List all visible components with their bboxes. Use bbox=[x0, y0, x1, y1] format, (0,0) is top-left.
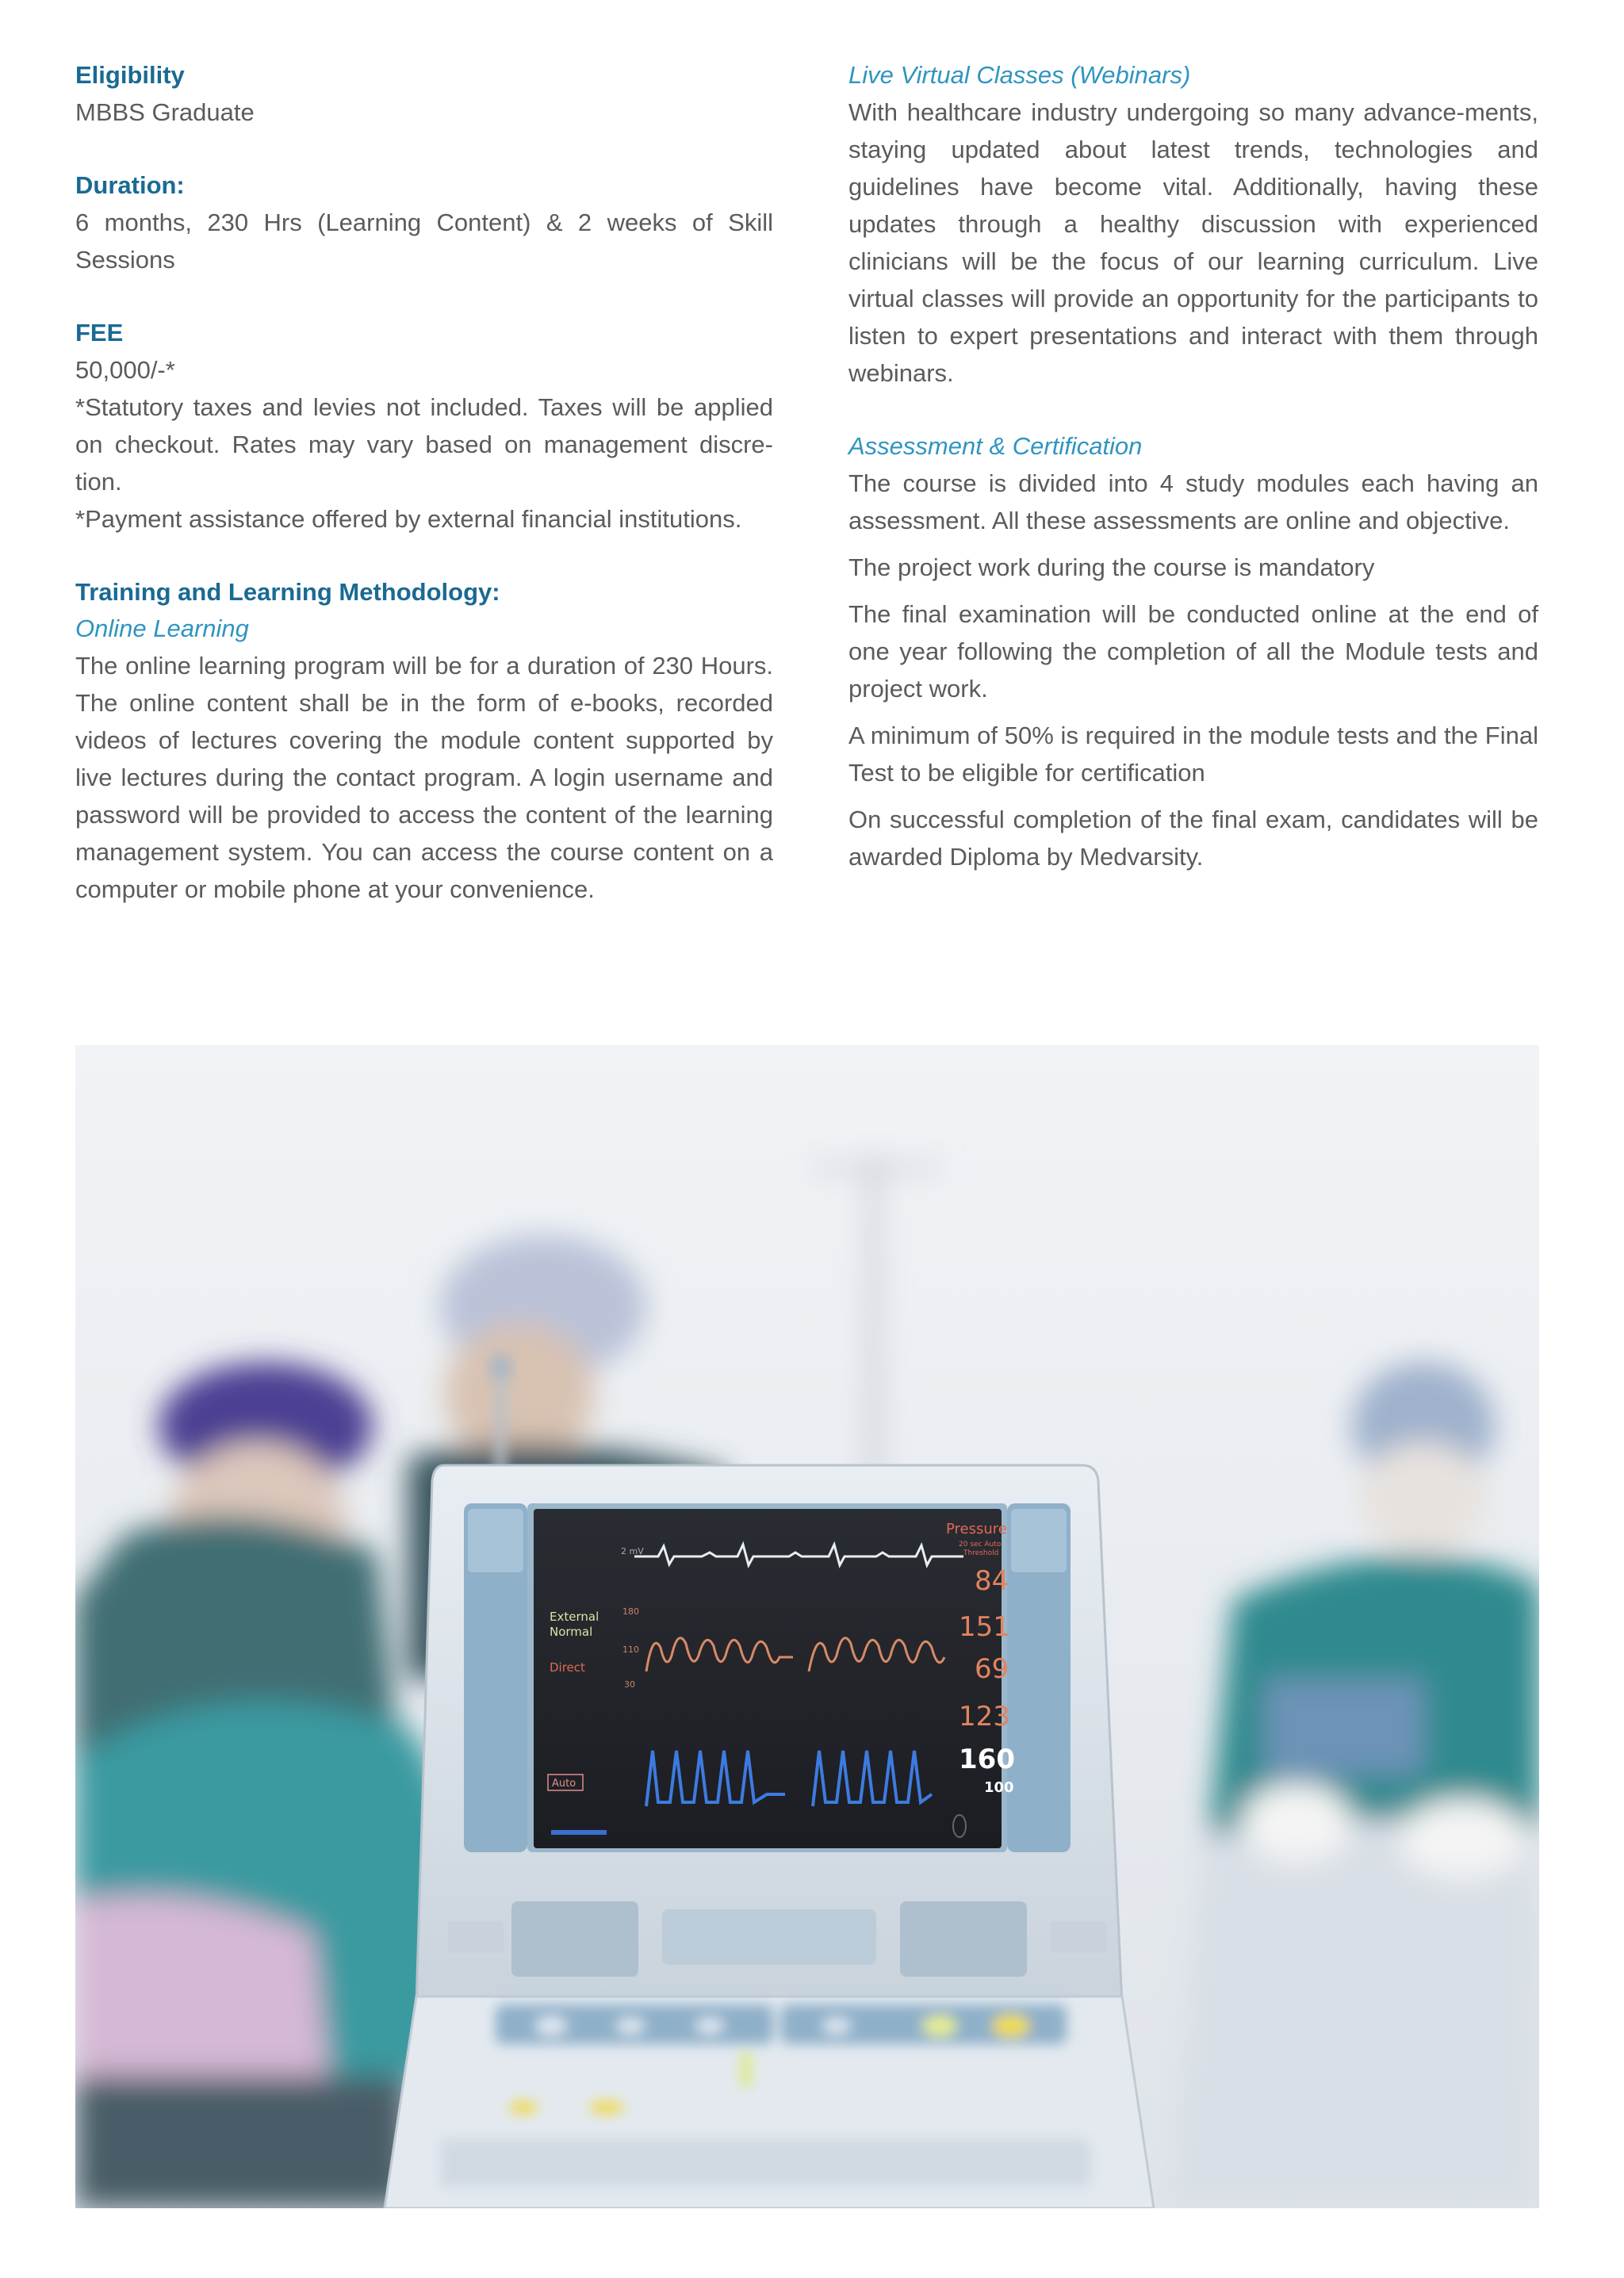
scale-label-2mv: 2 mV bbox=[621, 1546, 644, 1556]
left-column bbox=[75, 57, 773, 908]
duration-heading: Duration: bbox=[75, 171, 185, 199]
assessment-subheading: Assessment & Certification bbox=[848, 432, 1143, 460]
scale-label-30: 30 bbox=[624, 1679, 635, 1690]
vital-value-160: 160 bbox=[959, 1744, 1015, 1775]
vital-value-151: 151 bbox=[959, 1611, 1010, 1643]
duration-text: 6 months, 230 Hrs (Learning Content) & 2 weeks of Skill Sessions bbox=[75, 209, 773, 274]
fee-note-taxes: *Statutory taxes and levies not included. Taxes will be applied on checkout. Rates may vary based on management discre-tion. bbox=[75, 393, 773, 496]
eligibility-heading: Eligibility bbox=[75, 61, 185, 89]
vital-value-84: 84 bbox=[975, 1565, 1009, 1597]
pressure-sublabel-1: 20 sec Auto bbox=[959, 1541, 1002, 1549]
pressure-label: Pressure bbox=[946, 1521, 1007, 1537]
online-learning-subheading: Online Learning bbox=[75, 614, 249, 642]
webinars-text: With healthcare industry undergoing so many advance-ments, staying updated about latest trends, technologies and guidelines have become vital. Additionally, having these updates through a healthy discussion with experienced clinicians will be the focus of our learning curriculum. Live virtual classes will provide an opportunity for the participants to listen to expert presentations and interact with them through webinars. bbox=[848, 98, 1538, 387]
fee-amount: 50,000/-* bbox=[75, 356, 175, 384]
assessment-diploma-text: On successful completion of the final exam, candidates will be awarded Diploma by Medvarsity. bbox=[848, 806, 1538, 871]
scale-label-180: 180 bbox=[622, 1606, 639, 1617]
online-learning-text: The online learning program will be for a duration of 230 Hours. The online content shall be in the form of e-books, recorded videos of lectures covering the module content supported by live lectures during the contact program. A login username and password will be provided to access the content of the learning management system. You can access the course content on a computer or mobile phone at your convenience. bbox=[75, 652, 773, 903]
assessment-minimum-text: A minimum of 50% is required in the module tests and the Final Test to be eligible for certification bbox=[848, 722, 1538, 787]
patient-monitor bbox=[385, 1465, 1154, 2208]
assessment-modules-text: The course is divided into 4 study modules each having an assessment. All these assessments are online and objective. bbox=[848, 469, 1538, 534]
webinars-subheading: Live Virtual Classes (Webinars) bbox=[848, 61, 1191, 89]
assessment-final-exam-text: The final examination will be conducted online at the end of one year following the completion of all the Module tests and project work. bbox=[848, 600, 1538, 703]
mode-label-normal: Normal bbox=[550, 1625, 593, 1639]
methodology-heading: Training and Learning Methodology: bbox=[75, 578, 500, 606]
right-column bbox=[848, 57, 1538, 875]
scale-label-110: 110 bbox=[622, 1644, 639, 1655]
eligibility-text: MBBS Graduate bbox=[75, 98, 255, 126]
vital-value-69: 69 bbox=[975, 1653, 1009, 1685]
pressure-sublabel-2: Threshold bbox=[963, 1549, 999, 1557]
assessment-project-text: The project work during the course is mandatory bbox=[848, 553, 1375, 581]
vital-value-123: 123 bbox=[959, 1701, 1010, 1732]
fee-heading: FEE bbox=[75, 319, 124, 346]
operating-room-photo bbox=[75, 1045, 1539, 2208]
mode-label-external: External bbox=[550, 1610, 599, 1624]
vital-value-100: 100 bbox=[984, 1779, 1014, 1796]
mode-label-auto: Auto bbox=[552, 1778, 576, 1790]
mode-label-direct: Direct bbox=[550, 1660, 585, 1675]
fee-note-payment: *Payment assistance offered by external financial institutions. bbox=[75, 505, 742, 533]
